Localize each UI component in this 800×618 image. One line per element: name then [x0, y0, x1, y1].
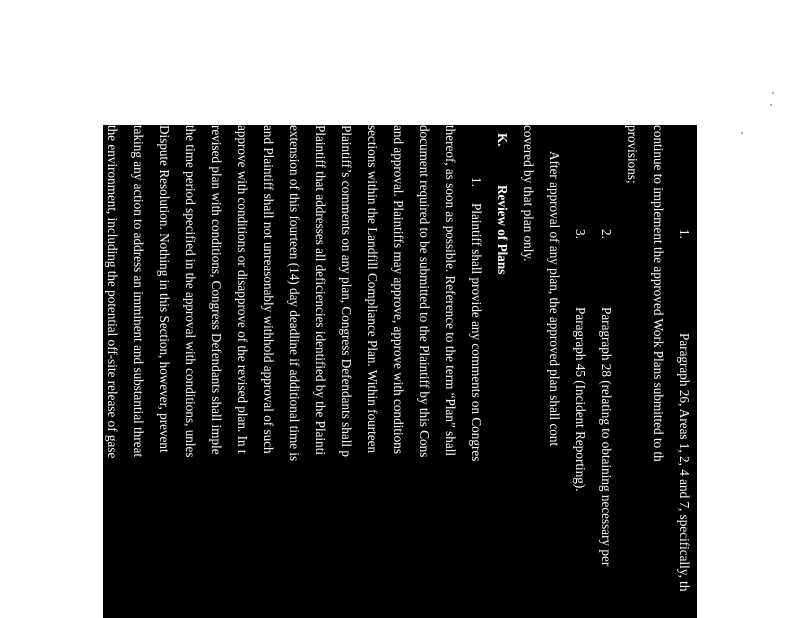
paragraph-line: extension of this fourteen (14) day deadline if additional time is [287, 125, 302, 462]
line-text: Plaintiff shall provide any comments on Congres [469, 203, 484, 462]
paragraph-line: taking any action to address an imminent and substantial threat [131, 125, 146, 458]
paragraph-line: After approval of any plan, the approved plan shall cont [547, 151, 562, 447]
paragraph-line: the time period specified in the approval with conditions, unles [183, 125, 198, 458]
paragraph-line: document required to be submitted to the Plaintiff by this Cons [417, 125, 432, 458]
paragraph-line: Plaintiff’s comments on any plan, Congress Defendants shall p [339, 125, 354, 457]
line-text: Paragraph 28 (relating to obtaining necessary per [599, 307, 614, 567]
list-number: 1. [469, 177, 484, 187]
paragraph-line [463, 125, 489, 461]
section-heading [489, 125, 515, 274]
line-text: Paragraph 45 (Incident Reporting). [573, 307, 588, 492]
paragraph-line [671, 125, 697, 591]
scan-speck [741, 132, 743, 134]
scan-speck [770, 104, 772, 106]
section-letter: K. [495, 133, 510, 147]
paragraph-line: provisions; [625, 125, 640, 184]
scan-speck [772, 92, 774, 94]
paragraph-line: thereof, as soon as possible. Reference to the term “Plan” shall [443, 125, 458, 457]
list-number: 3. [573, 229, 588, 239]
paragraph-line: approve with conditions or disapprove of the revised plan. In t [235, 125, 250, 454]
paragraph-line: sections within the Landfill Compliance Plan. Within fourteen [365, 125, 380, 454]
paragraph-line: revised plan with conditions, Congress Defendants shall imple [209, 125, 224, 455]
inverted-document-region [103, 125, 697, 618]
paragraph-line: Plaintiff that addresses all deficiencies identified by the Plainti [313, 125, 328, 456]
paragraph-line [593, 125, 619, 566]
list-number: 2. [599, 229, 614, 239]
paragraph-line: Dispute Resolution. Nothing in this Section, however, prevent [157, 125, 172, 453]
paragraph-line: the environment, including the potential off-site release of gase [105, 125, 120, 459]
paragraph-line: and approval. Plaintiffs may approve, approve with conditions [391, 125, 406, 455]
line-text: Paragraph 26, Areas 1, 2, 4 and 7, specifically, th [677, 333, 692, 592]
paragraph-line [567, 125, 593, 492]
paragraph-line: and Plaintiff shall not unreasonably withhold approval of such [261, 125, 276, 454]
list-number: 1. [677, 229, 692, 239]
paragraph-line: continue to implement the approved Work Plans submitted to th [651, 125, 666, 462]
paragraph-line: covered by that plan only. [521, 125, 536, 262]
section-title: Review of Plans [495, 185, 510, 275]
